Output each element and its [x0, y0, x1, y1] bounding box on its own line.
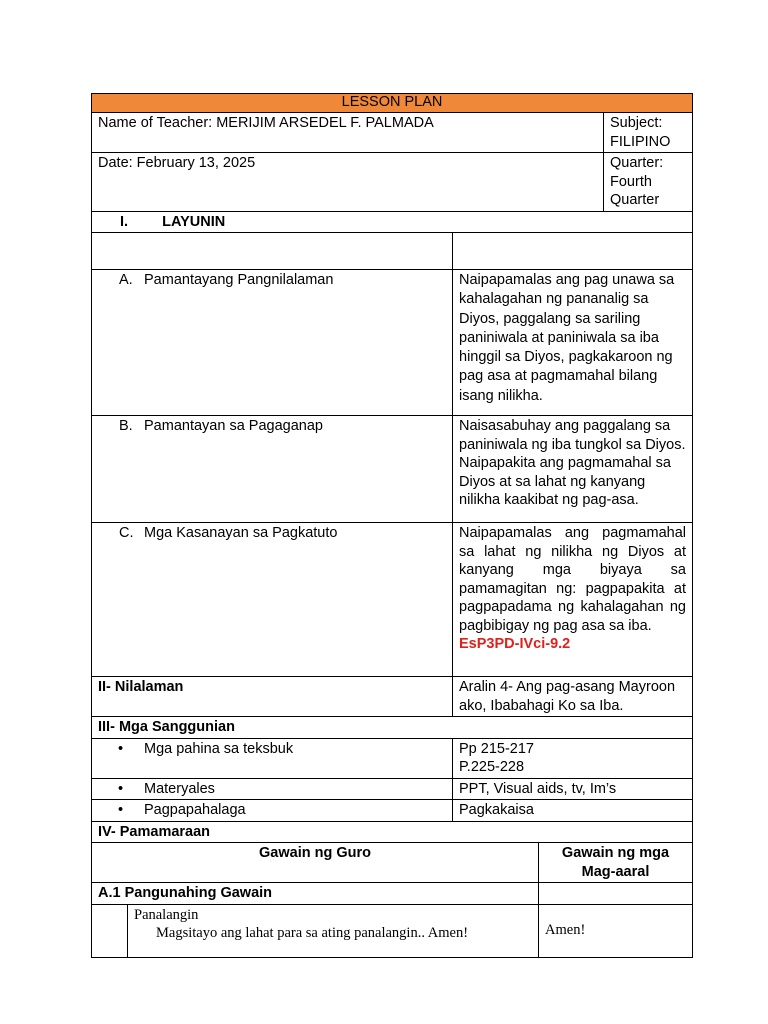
competency-code: EsP3PD-IVci-9.2 — [459, 636, 571, 652]
teacher-name: Name of Teacher: MERIJIM ARSEDEL F. PALMADA — [92, 113, 604, 153]
quarter: Quarter: Fourth Quarter — [604, 153, 693, 212]
student-reply: Amen! — [539, 904, 693, 957]
objective-c-description: Naipapamalas ang pagmamahal sa lahat ng nilikha ng Diyos at kanyang mga biyaya sa pamamagitan ng: pagpapakita at pagpapadama ng kahalagahan ng pagbibigay ng pag asa sa iba. — [459, 525, 686, 634]
header-info-table — [91, 93, 693, 212]
lesson-date: Date: February 13, 2025 — [92, 153, 604, 212]
blank-cell-left — [92, 233, 453, 270]
student-activity-header: Gawain ng mga Mag-aaral — [539, 843, 693, 883]
reference-value-textbook: Pp 215-217 P.225-228 — [453, 738, 693, 778]
objective-b-text-2: Naipapakita ang pagmamahal sa Diyos at sa lahat ng kanyang nilikha kaakibat ng pag-asa. — [459, 455, 671, 508]
reference-row-textbook: • Mga pahina sa teksbuk — [92, 738, 453, 778]
objective-b-text-1: Naisasabuhay ang paggalang sa paniniwala ng iba tungkol sa Diyos. — [459, 418, 686, 453]
objectives-table — [91, 211, 693, 844]
preliminary-activity-heading: A.1 Pangunahing Gawain — [92, 883, 539, 905]
teacher-activity-header: Gawain ng Guro — [92, 843, 539, 883]
subject: Subject: FILIPINO — [604, 113, 693, 153]
objective-c-text — [453, 523, 693, 677]
nilalaman-heading: II- Nilalaman — [92, 677, 453, 717]
reference-value-materials: PPT, Visual aids, tv, Im’s — [453, 778, 693, 800]
preliminary-activity-empty — [539, 883, 693, 905]
objective-b-text — [453, 416, 693, 523]
prayer-text: Magsitayo ang lahat para sa ating panalangin.. Amen! — [156, 925, 469, 941]
section-layunin-heading — [92, 211, 693, 233]
objective-a-label: A. Pamantayang Pangnilalaman — [92, 270, 453, 416]
prayer-cell — [128, 904, 539, 957]
section-title: LAYUNIN — [162, 213, 226, 230]
pamamaraan-heading: IV- Pamamaraan — [92, 821, 693, 843]
section-number: I. — [120, 213, 129, 230]
prayer-label: Panalangin — [134, 906, 199, 923]
sanggunian-heading: III- Mga Sanggunian — [92, 717, 693, 739]
procedure-table — [91, 842, 693, 958]
nilalaman-value: Aralin 4- Ang pag-asang Mayroon ako, Ibabahagi Ko sa Iba. — [453, 677, 693, 717]
reference-row-values: • Pagpapahalaga — [92, 800, 453, 822]
reference-row-materials: • Materyales — [92, 778, 453, 800]
lesson-plan-document — [91, 93, 692, 958]
lesson-plan-title: LESSON PLAN — [92, 94, 693, 113]
blank-cell-right — [453, 233, 693, 270]
reference-value-values: Pagkakaisa — [453, 800, 693, 822]
objective-a-text: Naipapamalas ang pag unawa sa kahalagahan ng pananalig sa Diyos, paggalang sa sariling paniniwala at paniniwala sa iba hinggil sa Diyos, pagkakaroon ng pag asa at pagmamahal bilang isang nilikha. — [453, 270, 693, 416]
objective-c-label: C. Mga Kasanayan sa Pagkatuto — [92, 523, 453, 677]
objective-b-label: B. Pamantayan sa Pagaganap — [92, 416, 453, 523]
procedure-indent-cell — [92, 904, 128, 957]
